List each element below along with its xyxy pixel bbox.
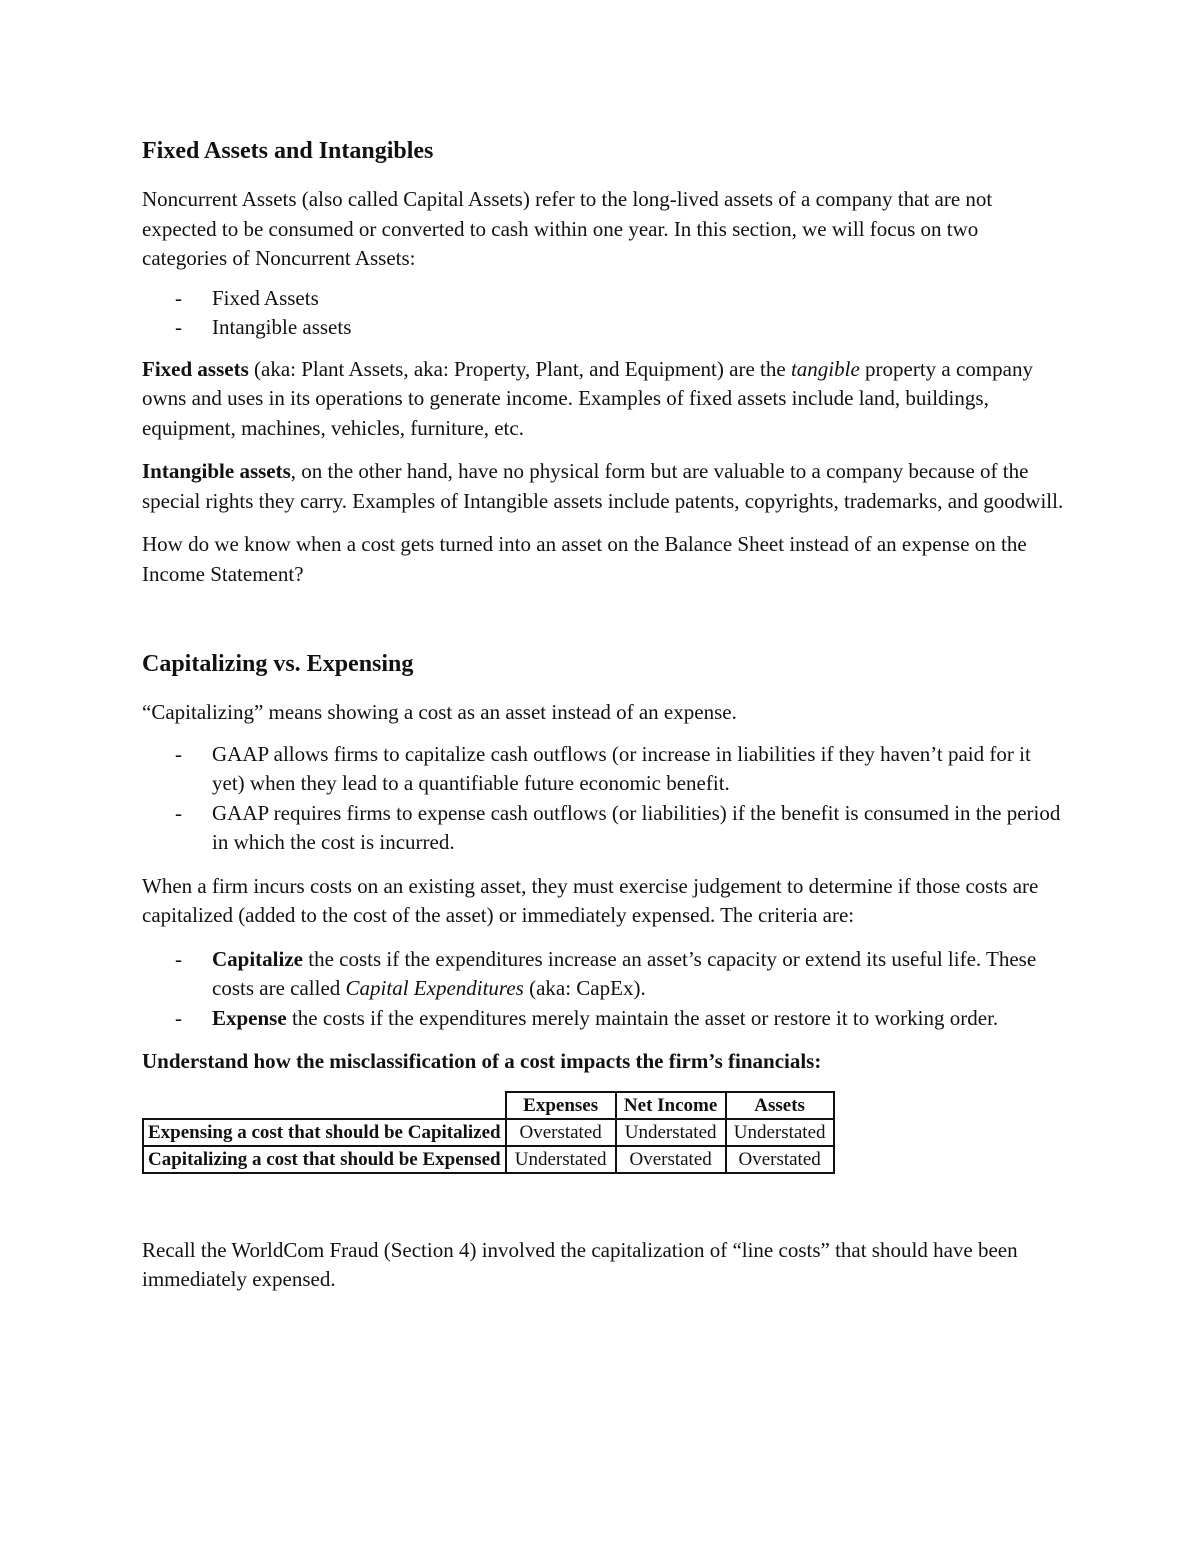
bullet-dash: - <box>175 1005 182 1030</box>
fixed-assets-term: Fixed assets <box>142 356 249 381</box>
table-cell: Overstated <box>616 1146 726 1173</box>
document-page <box>142 138 1064 1295</box>
intangible-assets-text: , on the other hand, have no physical form but are valuable to a company because of the special rights they carry. Examples of Intangible assets include patents, copyrights, trademarks, and goodwill. <box>142 459 1064 513</box>
list-item <box>142 799 1064 858</box>
table-cell: Understated <box>616 1119 726 1146</box>
list-item-text: GAAP requires firms to expense cash outflows (or liabilities) if the benefit is consumed in the period in which the cost is incurred. <box>212 800 1061 854</box>
list-item <box>142 740 1064 799</box>
question-paragraph: How do we know when a cost gets turned into an asset on the Balance Sheet instead of an expense on the Income Statement? <box>142 532 1027 586</box>
list-item-text: Fixed Assets <box>212 285 319 310</box>
capitalizing-definition: “Capitalizing” means showing a cost as an asset instead of an expense. <box>142 700 737 724</box>
list-item <box>142 284 1064 314</box>
table-cell: Understated <box>506 1146 616 1173</box>
noncurrent-categories-list <box>142 284 1064 343</box>
table-cell: Overstated <box>726 1146 834 1173</box>
bullet-dash: - <box>175 285 182 310</box>
table-row-label: Capitalizing a cost that should be Expensed <box>143 1146 506 1173</box>
fixed-assets-paragraph <box>142 355 1064 444</box>
table-corner <box>143 1092 506 1119</box>
table-row <box>143 1146 834 1173</box>
table-header: Expenses <box>506 1092 616 1119</box>
tangible-term: tangible <box>790 356 860 381</box>
list-item-text: GAAP allows firms to capitalize cash outflows (or increase in liabilities if they haven’t paid for it yet) when they lead to a quantifiable future economic benefit. <box>212 741 1031 795</box>
table-header: Net Income <box>616 1092 726 1119</box>
list-item <box>142 945 1064 1004</box>
list-item-text: the costs if the expenditures increase an asset’s capacity or extend its useful life. These costs are called <box>212 946 1037 1000</box>
list-item <box>142 1004 1064 1034</box>
fixed-assets-text: (aka: Plant Assets, aka: Property, Plant, and Equipment) are the <box>248 356 791 381</box>
list-item-text: the costs if the expenditures merely maintain the asset or restore it to working order. <box>286 1005 999 1030</box>
bullet-dash: - <box>175 800 182 825</box>
criteria-list <box>142 945 1064 1034</box>
worldcom-paragraph: Recall the WorldCom Fraud (Section 4) involved the capitalization of “line costs” that should have been immediately expensed. <box>142 1237 1018 1291</box>
misclassification-heading-text: Understand how the misclassification of a cost impacts the firm’s financials: <box>142 1049 822 1073</box>
gaap-list <box>142 740 1064 858</box>
section-title-fixed-assets: Fixed Assets and Intangibles <box>142 138 434 164</box>
judgement-paragraph: When a firm incurs costs on an existing asset, they must exercise judgement to determine if those costs are capitalized (added to the cost of the asset) or immediately expensed. The criteria are: <box>142 873 1039 927</box>
misclassification-table <box>142 1091 835 1174</box>
misclassification-heading <box>142 1047 1064 1077</box>
bullet-dash: - <box>175 741 182 766</box>
fixed-assets-text: property a company owns and uses in its operations to generate income. Examples of fixed assets include land, buildings, equipment, machines, vehicles, furniture, etc. <box>142 356 1033 440</box>
capex-term: Capital Expenditures <box>345 976 524 1000</box>
table-row <box>143 1119 834 1146</box>
table-cell: Understated <box>726 1119 834 1146</box>
intangible-assets-term: Intangible assets <box>142 459 291 483</box>
table-header: Assets <box>726 1092 834 1119</box>
table-row-label: Expensing a cost that should be Capitalized <box>143 1119 506 1146</box>
table-cell: Overstated <box>506 1119 616 1146</box>
table-header-row <box>143 1092 834 1119</box>
list-item-text: (aka: CapEx). <box>523 976 646 1000</box>
section-title-capitalizing: Capitalizing vs. Expensing <box>142 651 414 677</box>
list-item-text: Intangible assets <box>212 315 352 339</box>
bullet-dash: - <box>175 315 182 339</box>
intangible-assets-paragraph <box>142 457 1064 516</box>
intro-paragraph: Noncurrent Assets (also called Capital Assets) refer to the long-lived assets of a company that are not expected to be consumed or converted to cash within one year. In this section, we will focus on two categories of Noncurrent Assets: <box>142 187 993 270</box>
list-item <box>142 313 1064 343</box>
expense-term: Expense <box>212 1005 287 1030</box>
capitalize-term: Capitalize <box>212 946 303 971</box>
bullet-dash: - <box>175 946 182 971</box>
